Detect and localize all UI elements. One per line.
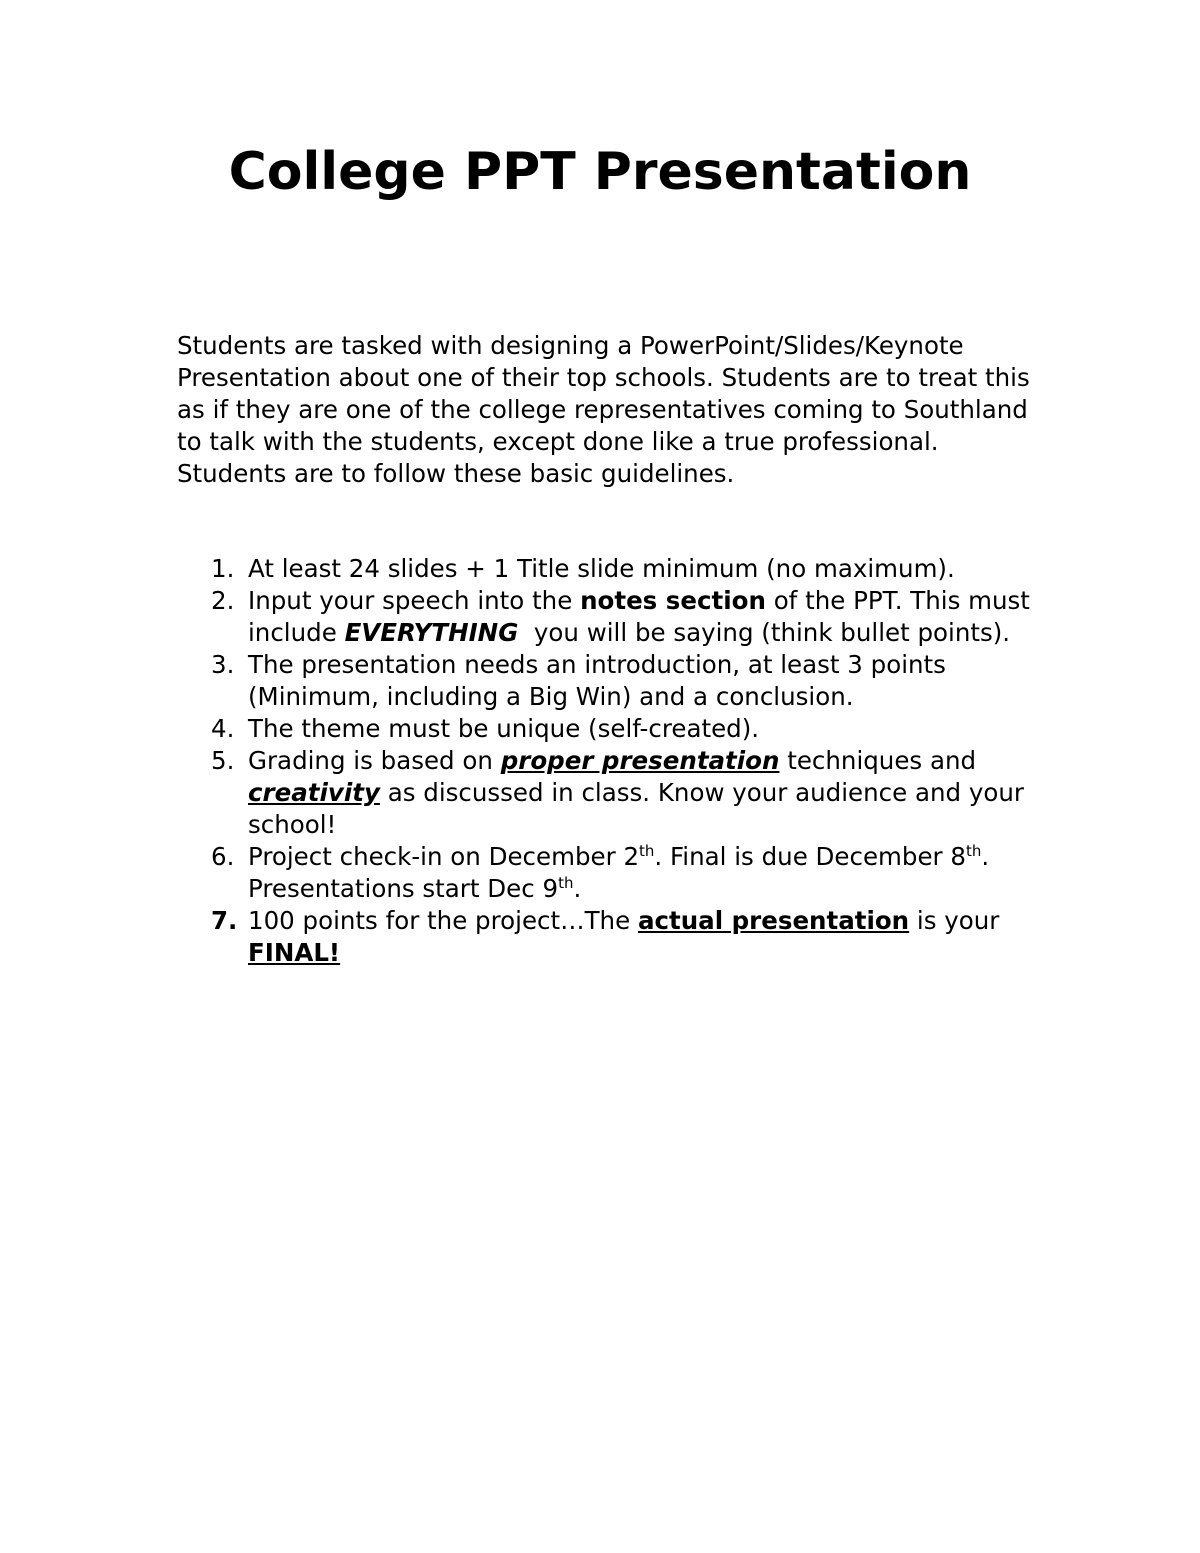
- list-item: [177, 585, 1047, 649]
- notes-section-emphasis: notes section: [580, 586, 766, 615]
- list-item-number: 3.: [211, 650, 235, 679]
- list-item-text: .: [573, 874, 582, 903]
- list-item: [177, 841, 1047, 905]
- everything-emphasis: EVERYTHING: [344, 618, 519, 647]
- list-item-number: 6.: [211, 842, 235, 871]
- list-item-text: of the PPT. This must include: [248, 586, 1030, 647]
- guidelines-list: [177, 553, 1047, 969]
- list-item: [177, 649, 1047, 713]
- list-item-text: . Final is due December 8: [654, 842, 966, 871]
- final-emphasis: FINAL!: [248, 938, 341, 967]
- list-item-number: 7.: [211, 906, 238, 935]
- list-item-text: Grading is based on: [248, 746, 501, 775]
- list-item-number: 1.: [211, 554, 235, 583]
- proper-presentation-emphasis: proper presentation: [500, 746, 780, 775]
- list-item: [177, 713, 1047, 745]
- list-item: [177, 553, 1047, 585]
- actual-presentation-emphasis: actual presentation: [637, 906, 910, 935]
- list-item-text: The presentation needs an introduction, at least 3 points (Minimum, including a Big Win) and a conclusion.: [248, 650, 946, 711]
- list-item-text: . Presentations start Dec 9: [248, 842, 990, 903]
- list-item: [177, 745, 1047, 841]
- list-item-text: Project check-in on December 2: [248, 842, 640, 871]
- document-title: College PPT Presentation: [228, 142, 972, 202]
- intro-paragraph: Students are tasked with designing a PowerPoint/Slides/Keynote Presentation about one of their top schools. Students are to treat this as if they are one of the college representatives coming to Southland to talk with the students, except done like a true professional. Students are to follow these basic guidelines.: [177, 331, 1030, 488]
- list-item-text: you will be saying (think bullet points).: [518, 618, 1011, 647]
- ordinal-suffix: th: [965, 842, 982, 860]
- list-item-text: 100 points for the project…The: [248, 906, 638, 935]
- list-item-number: 5.: [211, 746, 235, 775]
- list-item-text: techniques and: [779, 746, 977, 775]
- list-item-text: as discussed in class. Know your audience and your school!: [248, 778, 1024, 839]
- ordinal-suffix: th: [639, 842, 655, 860]
- list-item-text: The theme must be unique (self-created).: [248, 714, 760, 743]
- list-item-number: 4.: [211, 714, 235, 743]
- creativity-emphasis: creativity: [248, 778, 380, 807]
- list-item-text: is your: [909, 906, 1000, 935]
- list-item: [177, 905, 1047, 969]
- list-item-text: Input your speech into the: [248, 586, 581, 615]
- list-item-number: 2.: [211, 586, 235, 615]
- ordinal-suffix: th: [558, 874, 574, 892]
- list-item-text: At least 24 slides + 1 Title slide minimum (no maximum).: [248, 554, 955, 583]
